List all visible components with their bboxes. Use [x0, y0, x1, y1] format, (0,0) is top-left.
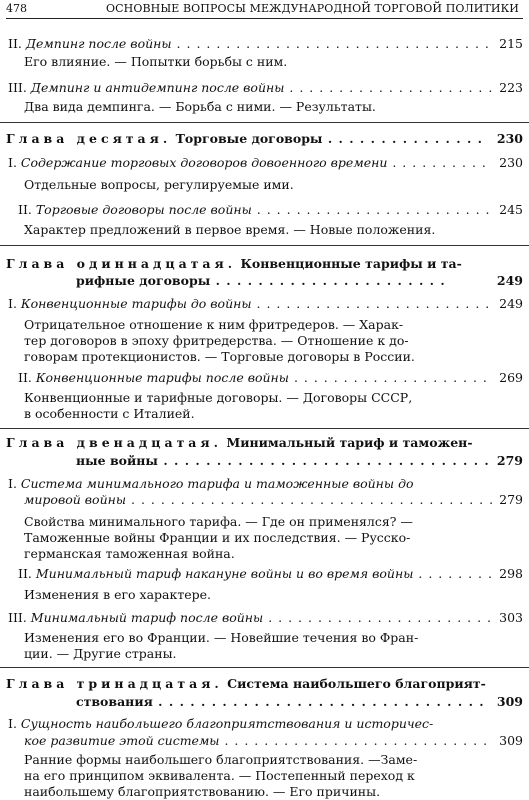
toc-entry[interactable]	[8, 296, 523, 312]
dot-leader: . . . . . . . . . . . . . . . . . . . . .	[284, 80, 494, 95]
dot-leader: . . . . . . . . . . . . . . . . . . . . . . . . . . . . . . . .	[171, 36, 490, 51]
chapter-title: рифные договоры	[76, 273, 211, 288]
dot-leader: . . . . . . . . . .	[387, 155, 487, 170]
chapter-page: 279	[496, 453, 523, 468]
chapter-title: Торговые договоры	[175, 131, 323, 146]
chapter-heading[interactable]	[6, 255, 523, 272]
entry-title: Минимальный тариф накануне войны и во время войны	[35, 566, 414, 581]
toc-entry[interactable]	[8, 476, 523, 492]
entry-description	[24, 587, 509, 603]
entry-title: Минимальный тариф после войны	[30, 610, 264, 625]
description-line: на его принципом эквивалента. — Постепенный переход к	[24, 768, 415, 783]
chapter-heading[interactable]	[6, 130, 523, 147]
entry-title: Содержание торговых договоров довоенного времени	[20, 155, 388, 170]
chapter-label: Глава десятая.	[6, 131, 172, 146]
chapter-title: Система наибольшего благоприят-	[227, 676, 486, 691]
description-line: Изменения в его характере.	[24, 587, 211, 602]
description-line: говорам протекционистов. — Торговые договоры в России.	[24, 349, 415, 364]
chapter-heading[interactable]	[6, 675, 523, 692]
section-divider	[0, 428, 529, 429]
entry-title: Сущность наибольшего благоприятствования и историчес-	[20, 716, 434, 731]
toc-entry[interactable]	[8, 80, 523, 96]
entry-page: 230	[499, 155, 523, 170]
toc-entry[interactable]	[8, 610, 523, 626]
chapter-heading-continued	[76, 452, 523, 469]
entry-title: Конвенционные тарифы после войны	[35, 370, 289, 385]
description-line: ции. — Другие страны.	[24, 646, 177, 661]
toc-entry[interactable]	[8, 36, 523, 52]
dot-leader: . . . . . . . . . . . . . . . . . . . . . . . . . . . . . . . . . . . . .	[126, 492, 495, 507]
description-line: Изменения его во Франции. — Новейшие течения во Фран-	[24, 630, 419, 645]
dot-leader: . . . . . . . . . . . . . . . . . . . . . . . . . . . . . . .	[157, 453, 490, 468]
entry-description: Отдельные вопросы, регулируемые ими.	[24, 177, 294, 192]
dot-leader: . . . . . . . . . . . . . . .	[322, 131, 484, 146]
dot-leader: . . . . . . . . . . . . . . . . . . . . . . .	[263, 610, 493, 625]
entry-page: 303	[499, 610, 523, 625]
running-header	[6, 2, 523, 19]
chapter-heading-continued	[76, 693, 523, 710]
entry-roman: I.	[8, 716, 17, 731]
description-line: тер договоров в эпоху фритредерства. — Отношение к до-	[24, 333, 409, 348]
entry-page: 279	[499, 492, 523, 507]
entry-roman: III.	[8, 610, 27, 625]
entry-page: 249	[499, 296, 523, 311]
entry-roman: II.	[18, 370, 32, 385]
entry-roman: II.	[18, 202, 32, 217]
entry-title: мировой войны	[24, 492, 127, 507]
running-title: ОСНОВНЫЕ ВОПРОСЫ МЕЖДУНАРОДНОЙ ТОРГОВОЙ ПОЛИТИКИ	[106, 2, 519, 15]
chapter-page: 249	[496, 273, 523, 288]
entry-page: 223	[499, 80, 523, 95]
entry-description: Характер предложений в первое время. — Новые положения.	[24, 222, 436, 237]
toc-entry[interactable]	[8, 716, 523, 732]
chapter-label: Глава двенадцатая.	[6, 435, 222, 450]
entry-page: 269	[499, 370, 523, 385]
dot-leader: . . . . . . . . . . . . . . . . . . . . . . . .	[251, 296, 491, 311]
entry-roman: II.	[18, 566, 32, 581]
chapter-title: Конвенционные тарифы и та-	[240, 256, 462, 271]
description-line: Свойства минимального тарифа. — Где он применялся? —	[24, 514, 413, 529]
entry-description	[24, 390, 509, 422]
section-divider	[0, 122, 529, 123]
entry-roman: I.	[8, 476, 17, 491]
entry-description	[24, 752, 509, 800]
chapter-title: Минимальный тариф и таможен-	[226, 435, 473, 450]
entry-title: Конвенционные тарифы до войны	[20, 296, 252, 311]
chapter-heading-continued	[76, 272, 523, 289]
description-line: Ранние формы наибольшего благоприятствования. —Заме-	[24, 752, 418, 767]
chapter-title: ные войны	[76, 453, 158, 468]
entry-page: 215	[499, 36, 523, 51]
entry-roman: I.	[8, 296, 17, 311]
entry-title: кое развитие этой системы	[24, 733, 220, 748]
entry-title: Система минимального тарифа и таможенные войны до	[20, 476, 414, 491]
toc-entry[interactable]	[8, 155, 523, 171]
dot-leader: . . . . . . . . . . . . . . . . . . . .	[288, 370, 488, 385]
entry-page: 298	[499, 566, 523, 581]
dot-leader: . . . . . . . . . . . . . . . . . . . . . . . . . . .	[219, 733, 489, 748]
toc-entry[interactable]	[18, 202, 523, 218]
section-divider	[0, 245, 529, 246]
entry-roman: I.	[8, 155, 17, 170]
entry-description	[24, 317, 509, 365]
description-line: Таможенные войны Франции и их последствия. — Русско-	[24, 530, 411, 545]
chapter-heading[interactable]	[6, 434, 523, 451]
entry-description: Его влияние. — Попытки борьбы с ним.	[24, 54, 288, 69]
description-line: в особенности с Италией.	[24, 406, 195, 421]
entry-title: Демпинг после войны	[25, 36, 172, 51]
entry-roman: II.	[8, 36, 22, 51]
entry-description: Два вида демпинга. — Борьба с ними. — Результаты.	[24, 99, 376, 114]
dot-leader: . . . . . . . . . . . . . . . . . . . . . . . . . . . . . . .	[152, 694, 485, 709]
entry-page: 245	[499, 202, 523, 217]
page-number: 478	[6, 2, 27, 15]
entry-page: 309	[499, 733, 523, 748]
entry-title: Торговые договоры после войны	[35, 202, 252, 217]
chapter-label: Глава тринадцатая.	[6, 676, 223, 691]
description-line: Отрицательное отношение к ним фритредеров. — Харак-	[24, 317, 404, 332]
toc-entry[interactable]	[18, 370, 523, 386]
dot-leader: . . . . . . . .	[413, 566, 493, 581]
chapter-page: 230	[496, 131, 523, 146]
chapter-label: Глава одиннадцатая.	[6, 256, 237, 271]
dot-leader: . . . . . . . . . . . . . . . . . . . . . . . .	[251, 202, 491, 217]
description-line: Конвенционные и тарифные договоры. — Договоры СССР,	[24, 390, 413, 405]
entry-description	[24, 514, 509, 562]
chapter-title: ствования	[76, 694, 153, 709]
description-line: наибольшему благоприятствованию. — Его причины.	[24, 784, 381, 799]
chapter-page: 309	[496, 694, 523, 709]
description-line: германская таможенная война.	[24, 546, 235, 561]
entry-description	[24, 630, 509, 662]
dot-leader: . . . . . . . . . . . . . . . . . . . . . .	[210, 273, 446, 288]
entry-roman: III.	[8, 80, 27, 95]
toc-entry-continued	[24, 492, 523, 508]
entry-title: Демпинг и антидемпинг после войны	[30, 80, 285, 95]
section-divider	[0, 667, 529, 668]
toc-entry-continued	[24, 733, 523, 749]
toc-entry[interactable]	[18, 566, 523, 582]
